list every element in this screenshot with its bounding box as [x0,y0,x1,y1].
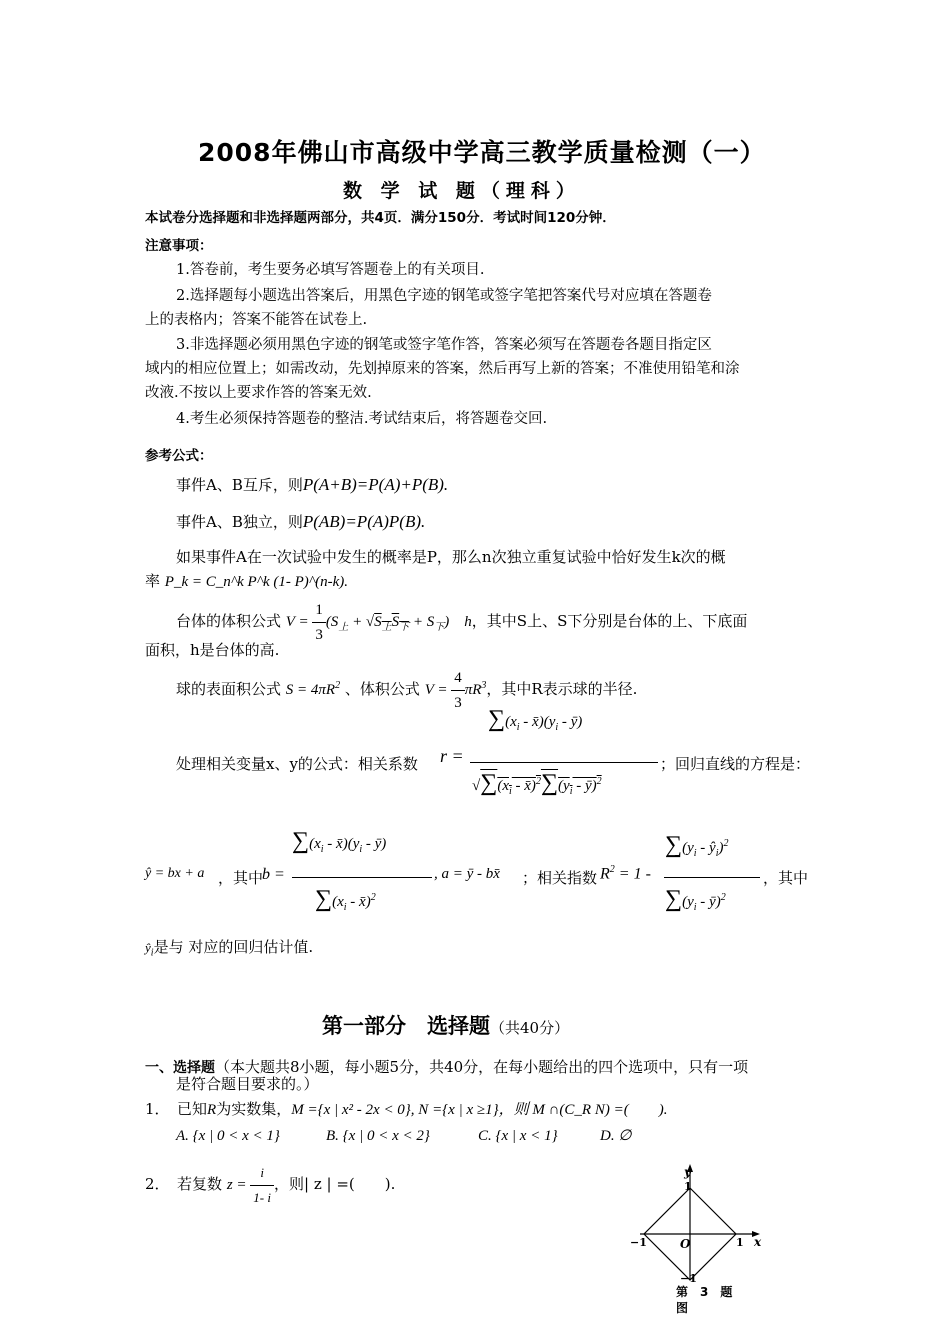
reg-r2-denominator: $\sum(y_i$ - ȳ)$^2$ [665,886,726,913]
frustum-formula: V = $\frac{1}{3}$ $(S_上 + √S_上S_下 + S_下)$ h [286,614,472,630]
q2-formula: z = $\frac{i}{1- i}$ [227,1177,274,1193]
sphere-mid: 、体积公式 [344,679,420,698]
notice-item-3-cont: 域内的相应位置上；如需改动，先划掉原来的答案，然后再写上新的答案；不准使用铅笔和涂 [145,361,740,377]
reg-r2-numerator: $\sum(y_i$ - $ŷ_i)^2$ [665,832,729,859]
corr-fraction-bar [470,762,658,763]
mutex-prefix: 事件A、B互斥，则 [176,476,303,494]
corr-suffix: ；回归直线的方程是： [660,755,811,773]
reg-b-numerator: $\sum(x_i$ - $x̄)(y_i$ - ȳ) [292,828,387,855]
yhat-note-line [145,935,313,966]
page-subtitle: 数 学 试 题（理科） [343,180,581,202]
q-intro-bold: 一、选择题 [145,1060,215,1076]
notice-item-1: 1.答卷前，考生要务必填写答题卷上的有关项目. [176,262,485,278]
reg-b-label: b = [262,866,285,883]
q3-figure [630,1160,770,1340]
binom-prefix: 率 [145,572,161,590]
reg-mid1: ，其中 [218,869,264,887]
formulas-heading: 参考公式： [145,448,213,464]
sphere-area-formula: $S = 4\pi R^2$ [285,679,341,698]
question-2 [145,1161,395,1210]
corr-prefix: 处理相关变量x、y的公式：相关系数 [176,755,418,773]
exam-intro: 本试卷分选择题和非选择题两部分，共4页．满分150分．考试时间120分钟． [145,210,616,226]
frustum-suffix: ，其中S上、S下分别是台体的上、下底面 [471,611,748,630]
yhat-note: 是与 对应的回归估计值. [153,938,314,956]
q2-prefix: 2． 若复数 [145,1174,223,1193]
reg-a-formula: , a = ȳ - bx̄ [434,866,500,882]
reg-b-denominator: $\sum(x_i$ - x̄)$^2$ [315,886,376,913]
indep-formula: P(AB)=P(A)P(B). [302,512,426,531]
label-top-1: 1 [684,1180,692,1193]
indep-formula-line [176,510,425,534]
page-title: 2008年佛山市高级中学高三教学质量检测（一） [198,138,766,167]
q1-option-a: A. {x | 0 < x < 1} [176,1128,280,1144]
reg-b-bar [292,877,432,878]
notice-item-2-cont: 上的表格内；答案不能答在试卷上. [145,312,368,328]
q1-option-c: C. {x | x < 1} [478,1128,558,1144]
corr-r-label: r = [440,746,464,766]
mutex-formula-line [176,473,448,497]
q-intro: （本大题共8小题，每小题5分，共40分，在每小题给出的四个选项中，只有一项 [215,1058,749,1076]
part1-heading-line [322,1010,569,1040]
figure-caption-2: 图 [676,1301,689,1315]
notice-item-4: 4.考生必须保持答题卷的整洁.考试结束后，将答题卷交回. [176,411,548,427]
reg-mid2: ；相关指数 [522,869,598,887]
q1-formula: M ={x | x² - 2x < 0}, N ={x | x ≥1}，则 M ∩(C_R N) =( ). [291,1102,668,1118]
sphere-suffix: ，其中R表示球的半径. [486,679,638,698]
indep-prefix: 事件A、B独立，则 [176,513,303,531]
yhat-symbol: $ŷ_i$ [145,940,154,959]
notice-item-3: 3.非选择题必须用黑色字迹的钢笔或签字笔作答，答案必须写在答题卷各题目指定区 [176,337,712,353]
notice-item-2: 2.选择题每小题选出答案后，用黑色字迹的钢笔或签字笔把答案代号对应填在答题卷 [176,288,712,304]
figure-caption: 第 3 题 [676,1285,733,1299]
frustum-line-2: 面积，h是台体的高. [145,641,280,659]
notice-item-3-cont2: 改液.不按以上要求作答的答案无效. [145,385,372,401]
reg-r2-bar [664,877,760,878]
corr-denominator: $√\sum(x_i$ - $x̄)^2\sum(y_i$ - ȳ)$^2$ [472,770,602,797]
label-left-minus-1: −1 [630,1236,647,1249]
sphere-volume-formula: V = $\frac{4}{3}$ $\pi R^3$ [425,682,487,698]
origin-label: O [680,1237,691,1251]
q1-text: 为实数集， [216,1100,292,1118]
label-bottom-minus-1: −1 [680,1272,697,1285]
notice-heading: 注意事项： [145,238,213,254]
x-axis-label: x [754,1235,762,1249]
q1-option-d: D. ∅ [600,1128,632,1144]
q1-prefix: 1． 已知 [145,1100,208,1118]
reg-r2-label: $R^2 = 1$ - [600,864,651,883]
binom-line-1: 如果事件A在一次试验中发生的概率是P，那么n次独立重复试验中恰好发生k次的概 [176,548,726,566]
q2-suffix: ，则| z | =( ). [274,1174,396,1193]
binom-formula: P_k = C_n^k P^k (1- P)^(n-k). [164,574,348,590]
q1-option-b: B. {x | 0 < x < 2} [326,1128,430,1144]
reg-line-formula: ŷ = bx + a [145,866,205,881]
sphere-prefix: 球的表面积公式 [176,679,282,698]
frustum-prefix: 台体的体积公式 [176,611,282,630]
part1-heading-note: （共40分） [490,1019,570,1037]
question-1 [145,1097,667,1122]
binom-line-2 [145,569,348,594]
label-right-1: 1 [736,1236,744,1249]
q-intro-line-2: 是符合题目要求的。） [176,1075,319,1093]
reg-suffix: ，其中 [763,869,809,887]
corr-numerator: $\sum(x_i$ - $x̄)(y_i$ - ȳ) [488,706,583,733]
q1-r-symbol: R [207,1102,217,1118]
q1-options [176,1124,631,1148]
part1-heading: 第一部分 选择题 [322,1014,490,1038]
mutex-formula: P(A+B)=P(A)+P(B). [302,475,449,494]
y-axis-label: y [684,1165,691,1179]
